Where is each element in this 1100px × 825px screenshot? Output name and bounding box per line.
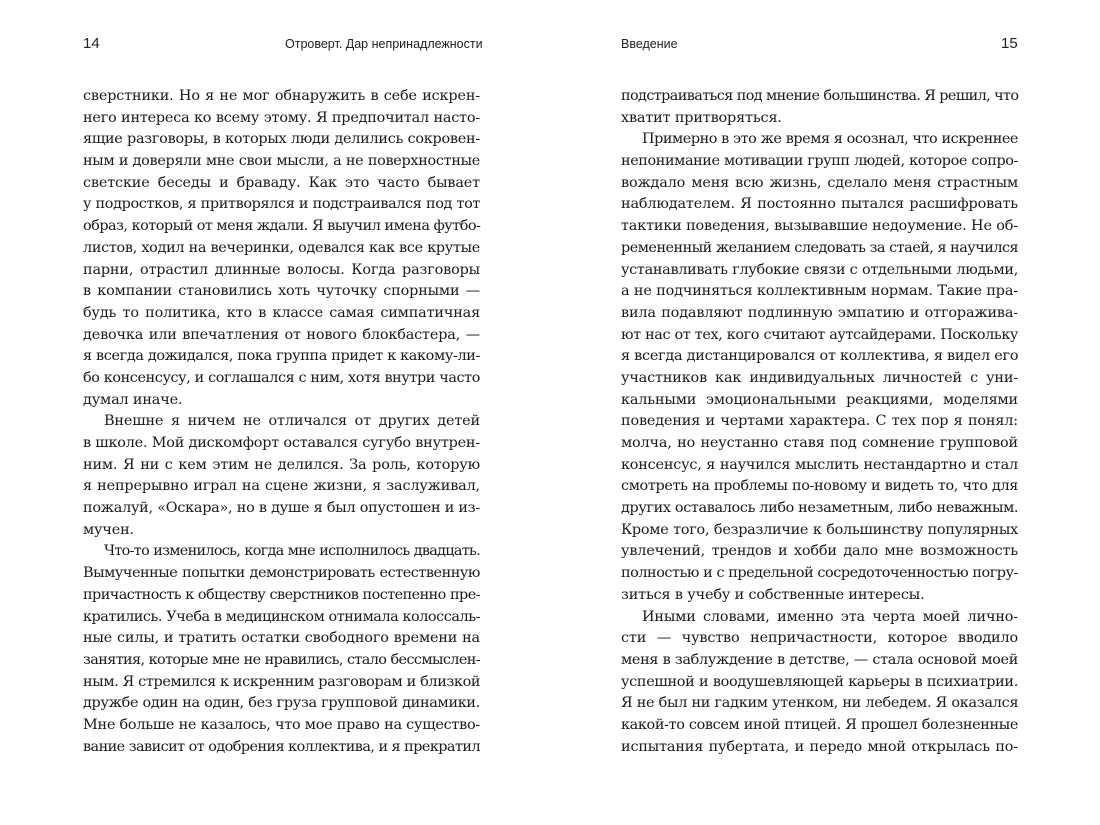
- text-line: ним. Я ни с кем этим не делился. За роль, которую: [83, 456, 480, 473]
- text-line: успешной и воодушевляющей карьеры в психиатрии.: [621, 673, 1018, 690]
- text-line: девочка или впечатления от нового блокбастера, —: [83, 326, 480, 343]
- text-line: увлечений, трендов и хобби дало мне возможность: [621, 543, 1018, 560]
- text-line: ремененный желанием следовать за стаей, я научился: [621, 239, 1019, 256]
- text-line: я всегда дистанцировался от коллектива, я видел его: [621, 348, 1019, 365]
- text-line: хватит притворяться.: [621, 109, 782, 126]
- text-line: тактики поведения, вызывавшие недоумение. Не об-: [621, 218, 1018, 235]
- text-line: Что-то изменилось, когда мне исполнилось двадцать.: [104, 543, 480, 560]
- text-line: зиться в учебу и собственные интересы.: [621, 586, 925, 603]
- text-line: поведения и чертами характера. С тех пор я понял:: [621, 413, 1018, 430]
- text-line: Примерно в это же время я осознал, что искреннее: [642, 131, 1018, 148]
- text-line: вождало меня всю жизнь, сделало меня страстным: [621, 174, 1018, 191]
- text-line: кальными эмоциональными реакциями, моделями: [621, 391, 1018, 408]
- text-line: смотреть на проблемы по-новому и видеть то, что для: [621, 478, 1018, 495]
- text-line: какой-то совсем иной птицей. Я прошел болезненные: [621, 716, 1018, 733]
- right-page-number: 15: [1001, 35, 1018, 52]
- text-line: непонимание мотивации групп людей, которое сопро-: [621, 153, 1018, 170]
- text-line: испытания пубертата, и передо мной открылась по-: [621, 738, 1018, 755]
- text-line: других оставалось либо незаметным, либо неважным.: [621, 500, 1019, 517]
- text-line: Иными словами, именно эта черта моей лично-: [642, 608, 1018, 625]
- text-line: причастность к обществу сверстников постепенно пре-: [83, 586, 480, 603]
- right-page-body: [621, 86, 1018, 758]
- left-page-number: 14: [83, 35, 100, 52]
- text-line: занятия, которые мне не нравились, стало бессмыслен-: [83, 651, 480, 668]
- text-line: в школе. Мой дискомфорт оставался сугубо внутрен-: [83, 435, 480, 451]
- text-line: ным и доверяли мне свои мысли, а не поверхностные: [83, 153, 480, 170]
- text-line: ют нас от тех, кого считают аутсайдерами. Поскольку: [621, 326, 1018, 343]
- text-line: консенсус, я научился мыслить нестандартно и стал: [621, 456, 1018, 473]
- text-line: бо консенсусу, и соглашался с ним, хотя внутри часто: [83, 369, 480, 386]
- left-page-body: [83, 86, 480, 758]
- right-running-header: Введение: [621, 37, 678, 51]
- right-page: [550, 0, 1100, 825]
- text-line: Внешне я ничем не отличался от других детей: [104, 413, 480, 430]
- text-line: Мне больше не казалось, что мое право на существо-: [83, 716, 480, 733]
- text-line: у подростков, я притворялся и подстраивался под тот: [83, 196, 480, 213]
- text-line: сверстники. Но я не мог обнаружить в себе искрен-: [83, 88, 480, 104]
- text-line: меня в заблуждение в детстве, — стала основой моей: [621, 651, 1018, 668]
- text-line: я всегда дожидался, пока группа придет к какому-ли-: [83, 348, 480, 365]
- text-line: парни, отрастил длинные волосы. Когда разговоры: [83, 261, 480, 278]
- text-line: думал иначе.: [83, 391, 183, 408]
- text-line: вила подавляют подлинную эмпатию и отгоражива-: [621, 304, 1018, 321]
- text-line: ящие разговоры, в которых люди делились сокровен-: [83, 131, 480, 148]
- text-line: образ, который от меня ждали. Я выучил имена футбо-: [83, 218, 481, 235]
- text-line: листов, ходил на вечеринки, одевался как все крутые: [83, 239, 480, 256]
- text-line: а не подчиняться коллективным нормам. Такие пра-: [621, 283, 1018, 300]
- text-line: полностью и с предельной сосредоточенностью погру-: [621, 565, 1018, 582]
- text-line: дружбе один на один, без груза групповой динамики.: [83, 695, 480, 712]
- text-line: Я не был ни гадким утенком, ни лебедем. Я оказался: [621, 695, 1019, 712]
- left-running-header: Отроверт. Дар непринадлежности: [285, 37, 483, 51]
- text-line: светские беседы и браваду. Как это часто бывает: [83, 174, 480, 191]
- text-line: сти — чувство непричастности, которое вводило: [621, 630, 1018, 647]
- text-line: мучен.: [83, 521, 134, 538]
- text-line: Вымученные попытки демонстрировать естественную: [83, 565, 480, 582]
- text-line: устанавливать глубокие связи с отдельными людьми,: [621, 261, 1018, 278]
- text-line: будь то политика, кто в классе самая симпатичная: [83, 304, 480, 321]
- text-line: кратились. Учеба в медицинском отнимала колоссаль-: [83, 608, 480, 625]
- text-line: вание зависит от одобрения коллектива, и я прекратил: [83, 738, 480, 755]
- text-line: ным. Я стремился к искренним разговорам и близкой: [83, 673, 481, 690]
- text-line: подстраиваться под мнение большинства. Я решил, что: [621, 88, 1019, 104]
- text-line: ные силы, и тратить остатки свободного времени на: [83, 630, 480, 647]
- text-line: молча, но неустанно ставя под сомнение групповой: [621, 435, 1018, 451]
- text-line: него интереса ко всему этому. Я предпочитал насто-: [83, 109, 480, 126]
- text-line: наблюдателем. Я постоянно пытался расшифровать: [621, 196, 1018, 213]
- text-line: в компании становились хоть чуточку спорными —: [83, 283, 480, 300]
- text-line: я непрерывно играл на сцене жизни, я заслуживал,: [83, 478, 480, 495]
- text-line: участников как индивидуальных личностей с уни-: [621, 369, 1018, 386]
- text-line: пожалуй, «Оскара», но в душе я был опустошен и из-: [83, 500, 480, 517]
- text-line: Кроме того, безразличие к большинству популярных: [621, 521, 1018, 538]
